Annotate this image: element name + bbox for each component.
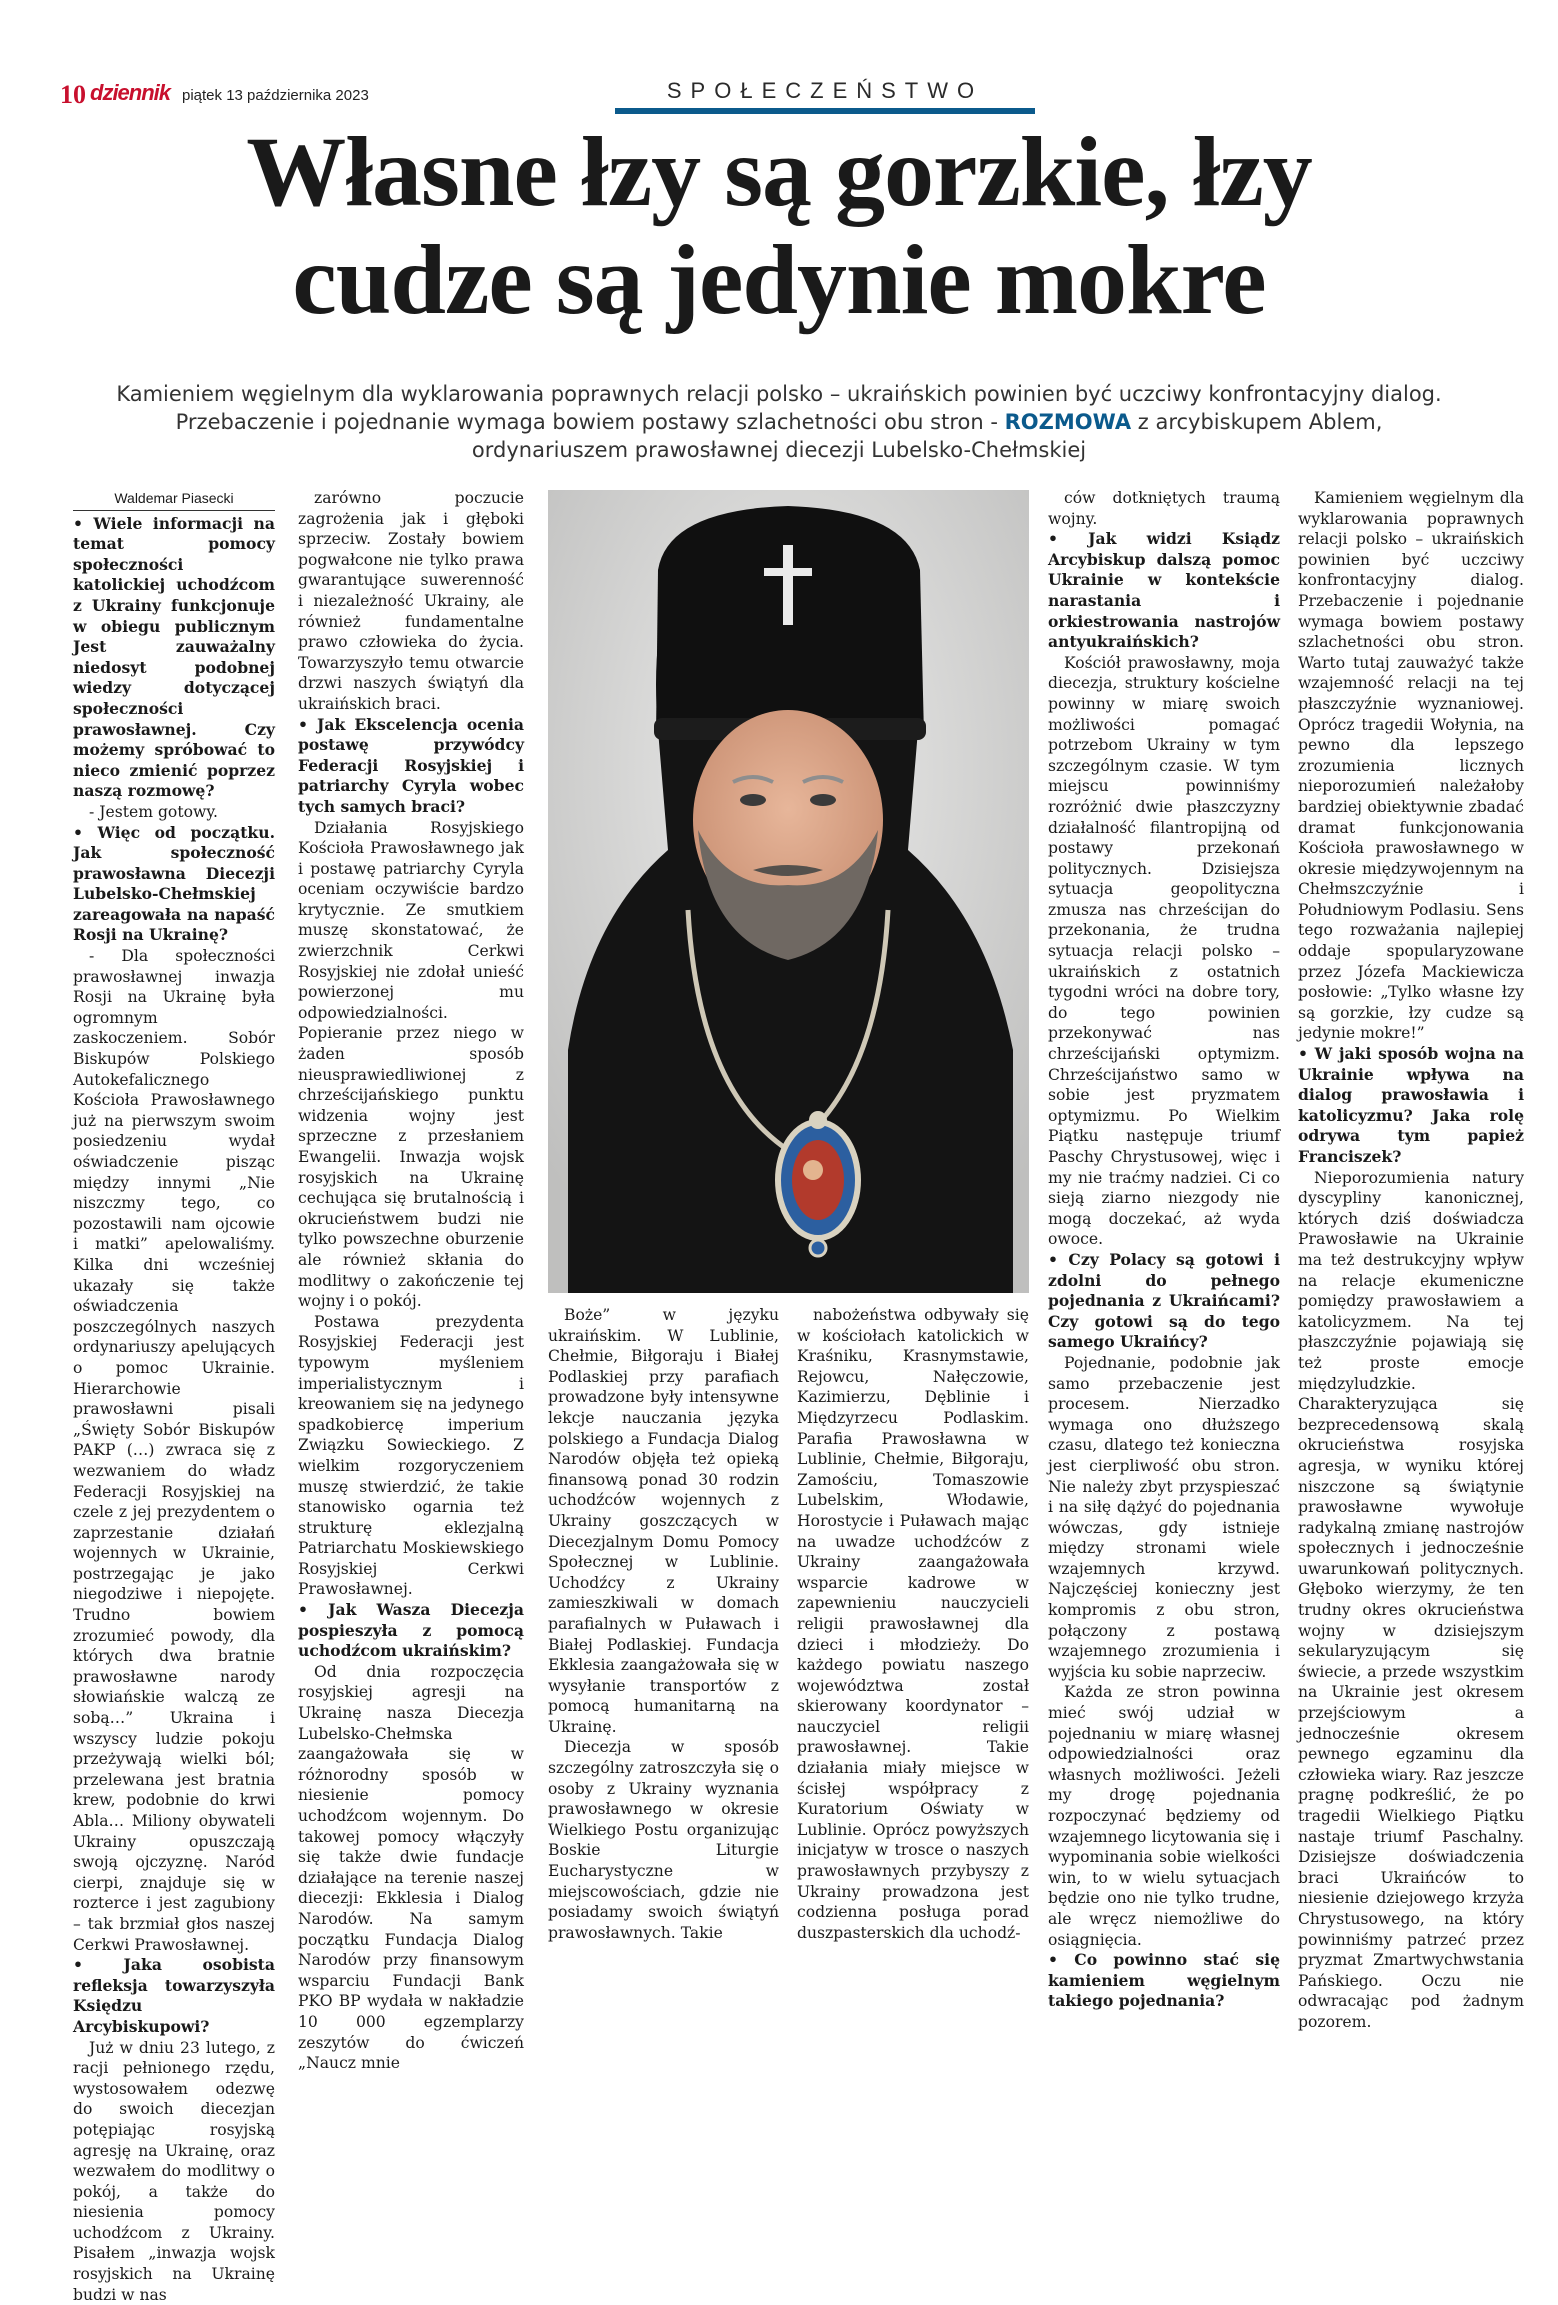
newspaper-logo: dziennik xyxy=(90,80,171,105)
page-number: 10 xyxy=(60,80,86,109)
text-column-1 xyxy=(73,488,275,2305)
article-headline xyxy=(40,118,1518,334)
interview-answer: Działania Rosyjskiego Kościoła Prawosławnego jak i postawę patriarchy Cyryla oceniam oczywiście bardzo krytycznie. Ze smutkiem muszę skonstatować, że zwierzchnik Cerkwi Rosyjskiej nie zdołał unieść powierzonej mu odpowiedzialności. Popieranie przez niego w żaden sposób nieusprawiedliwionej z chrześcijańskiego punktu widzenia wojny jest sprzeczne z przesłaniem Ewangelii. Inwazja wojsk rosyjskich na Ukrainę cechująca się brutalnością i okrucieństwem budzi nie tylko powszechne oburzenie ale również skłania do modlitwy o zakończenie tej wojny i o pokój. xyxy=(298,818,524,1311)
interview-question: • Jak widzi Ksiądz Arcybiskup dalszą pomoc Ukrainie w kontekście narastania i orkiestrowania nastrojów antyukraińskich? xyxy=(1048,529,1280,652)
text-column-2 xyxy=(298,488,524,2074)
interview-answer: Postawa prezydenta Rosyjskiej Federacji jest typowym myśleniem imperialistycznym i kreowaniem się na jedynego spadkobiercę imperium Związku Sowieckiego. Z wielkim rozgoryczeniem muszę stwierdzić, że takie stanowisko ogarnia też strukturę eklezjalną Patriarchatu Moskiewskiego Rosyjskiej Cerkwi Prawosławnej. xyxy=(298,1312,524,1599)
interview-answer: Kościół prawosławny, moja diecezja, struktury kościelne powinny w miarę swoich możliwości pomagać potrzebom Ukrainy w tym szczególnym czasie. W tym miejscu powinniśmy rozróżnić dwie płaszczyzny działalność filantropijną od postawy przekonań politycznych. Dzisiejsza sytuacja geopolityczna zmusza nas chrześcijan do przekonania, że trudna sytuacja relacji polsko – ukraińskich z ostatnich tygodni wróci na dobre tory, do tego powinien przekonywać nas chrześcijański optymizm. Chrześcijaństwo samo w sobie jest pryzmatem optymizmu. Po Wielkim Piątku następuje triumf Paschy Chrystusowej, więc i my nie traćmy nadziei. Ci co sieją ziarno niezgody nie mogą doczekać, aż wyda owoce. xyxy=(1048,653,1280,1249)
interview-question: • Czy Polacy są gotowi i zdolni do pełnego pojednania z Ukraińcami? Czy gotowi są do tego samego Ukraińcy? xyxy=(1048,1249,1280,1352)
archbishop-portrait xyxy=(548,490,1029,1293)
interview-answer: Diecezja w sposób szczególny zatroszczyła się o osoby z Ukrainy wyznania prawosławnego w okresie Wielkiego Postu organizując Boskie Liturgie Eucharystyczne w miejscowościach, gdzie nie posiadamy swoich świątyń prawosławnych. Takie xyxy=(548,1738,779,1942)
interview-question: • Więc od początku. Jak społeczność prawosławna Diecezji Lubelsko-Chełmskiej zareagowała na napaść Rosji na Ukrainę? xyxy=(73,822,275,945)
interview-answer: Nieporozumienia natury dyscypliny kanonicznej, których dziś doświadcza Prawosławie na Ukrainie ma też destrukcyjny wpływ na relacje ekumeniczne pomiędzy prawosławiem a katolicyzmem. Na tej płaszczyźnie pojawiają się też proste emocje międzyludzkie. Charakteryzująca się bezprecedensową skalą okrucieństwa rosyjska agresja, w wyniku której niszczone są świątynie prawosławne wywołuje radykalną zmianę nastrojów społecznych i jednocześnie uwarunkowań politycznych. Głęboko wierzymy, że ten trudny okres okrucieństwa wojny w dzisiejszym sekularyzującym się świecie, a przede wszystkim na Ukrainie jest okresem przejściowym a jednocześnie okresem pewnego egzaminu dla człowieka wiary. Raz jeszcze pragnę podkreślić, że po tragedii Wielkiego Piątku nastaje triumf Paschalny. Dzisiejsze doświadczenia braci Ukraińców to niesienie dziejowego krzyża Chrystusowego, na który powinniśmy patrzeć przez pryzmat Zmartwychwstania Pańskiego. Oczu nie odwracając pod żadnym pozorem. xyxy=(1298,1168,1524,2031)
interview-answer: nabożeństwa odbywały się w kościołach katolickich w Kraśniku, Krasnymstawie, Rejowcu, Nałęczowie, Kazimierzu, Dęblinie i Międzyrzecu Podlaskim. Parafia Prawosławna w Lublinie, Chełmie, Biłgoraju, Zamościu, Tomaszowie Lubelskim, Włodawie, Horostycie i Puławach mając na uwadze uchodźców z Ukrainy zaangażowała wsparcie kadrowe w zapewnieniu nauczycieli religii prawosławnej dla dzieci i młodzieży. Do każdego powiatu naszego województwa został skierowany koordynator – nauczyciel religii prawosławnej. Takie działania miały miejsce w ścisłej współpracy z Kuratorium Oświaty w Lublinie. Oprócz powyższych inicjatyw w trosce o naszych prawosławnych przybyszy z Ukrainy prowadzona jest codzienna posługa porad duszpasterskich dla uchodź- xyxy=(797,1306,1029,1942)
author-byline: Waldemar Piasecki xyxy=(73,488,275,511)
interview-question: • Jak Ekscelencja ocenia postawę przywódcy Federacji Rosyjskiej i patriarchy Cyryla wobec tych samych braci? xyxy=(298,714,524,816)
section-underline xyxy=(615,108,1035,114)
interview-answer: Boże” w języku ukraińskim. W Lublinie, Chełmie, Biłgoraju i Białej Podlaskiej przy parafiach prowadzone były intensywne lekcje nauczania języka polskiego a Fundacja Dialog Narodów objęła też opieką finansową ponad 30 rodzin uchodźców wojennych z Ukrainy goszczących w Diecezjalnym Domu Pomocy Społecznej w Lublinie. Uchodźcy z Ukrainy zamieszkiwali w domach parafialnych w Puławach i Białej Podlaskiej. Fundacja Ekklesia zaangażowała się w wysyłanie transportów z pomocą humanitarną na Ukrainę. xyxy=(548,1306,779,1736)
interview-answer: Już w dniu 23 lutego, z racji pełnionego rzędu, wystosowałem odezwę do swoich diecezjan potępiając rosyjską agresję na Ukrainę, oraz wezwałem do modlitwy o pokój, a także do niesienia pomocy uchodźcom z Ukrainy. Pisałem „inwazja wojsk rosyjskich na Ukrainę budzi w nas xyxy=(73,2038,275,2304)
issue-date: piątek 13 października 2023 xyxy=(182,87,369,104)
portrait-icon xyxy=(548,490,1029,1293)
text-column-4 xyxy=(797,1305,1029,1943)
interview-answer: Kamieniem węgielnym dla wyklarowania poprawnych relacji polsko – ukraińskich powinien być uczciwy konfrontacyjny dialog. Przebaczenie i pojednanie wymaga bowiem postawy szlachetności obu stron. Warto tutaj zauważyć także wzajemność relacji na tej płaszczyźnie wyznaniowej. Oprócz tragedii Wołynia, na pewno dla lepszego zrozumienia licznych nieporozumień należałoby bardziej obiektywnie zbadać dramat funkcjonowania Kościoła prawosławnego w okresie międzywojennym na Chełmszczyźnie i Południowym Podlasiu. Sens tego rozważania najlepiej oddaje spopularyzowane przez Józefa Mackiewicza posłowie: „Tylko własne łzy są gorzkie, łzy cudze są jedynie mokre!” xyxy=(1298,489,1524,1043)
interview-question: • Wiele informacji na temat pomocy społeczności katolickiej uchodźcom z Ukrainy funkcjonuje w obiegu publicznym Jest zauważalny niedosyt podobnej wiedzy dotyczącej społeczności prawosławnej. Czy możemy spróbować to nieco zmienić poprzez naszą rozmowę? xyxy=(73,513,275,801)
lead-line-2-start: Przebaczenie i pojednanie wymaga bowiem postawy szlachetności obu stron - xyxy=(175,410,998,434)
headline-line-2: cudze są jedynie mokre xyxy=(292,224,1266,335)
interview-question: • Jak Wasza Diecezja pospieszyła z pomocą uchodźcom ukraińskim? xyxy=(298,1600,524,1661)
interview-question: • W jaki sposób wojna na Ukrainie wpływa na dialog prawosławia i katolicyzmu? Jaka rolę odrywa tym papież Franciszek? xyxy=(1298,1044,1524,1166)
interview-answer: Od dnia rozpoczęcia rosyjskiej agresji na Ukrainę nasza Diecezja Lubelsko-Chełmska zaangażowała się w różnorodny sposób w niesienie pomocy uchodźcom wojennym. Do takowej pomocy włączyły się także dwie fundacje działające na terenie naszej diecezji: Ekklesia i Dialog Narodów. Na samym początku Fundacja Dialog Narodów przy finansowym wsparciu Fundacji Bank PKO BP wydała w nakładzie 10 000 egzemplarzy zeszytów do ćwiczeń „Naucz mnie xyxy=(298,1662,524,2073)
interview-answer: Każda ze stron powinna mieć swój udział w pojednaniu w miarę własnej odpowiedzialności oraz własnych możliwości. Jeżeli my drogę pojednania rozpoczynać będziemy od wzajemnego licytowania się i wypominania sobie wielkości win, to w wielu sytuacjach będzie ono nie tylko trudne, ale wręcz niemożliwe do osiągnięcia. xyxy=(1048,1683,1280,1949)
interview-answer: Pojednanie, podobnie jak samo przebaczenie jest procesem. Nierzadko wymaga ono dłuższego czasu, dlatego też konieczna jest cierpliwość obu stron. Nie należy zbyt przyspieszać i na siłę dążyć do pojednania wówczas, gdy istnieje między stronami wiele wzajemnych krzywd. Najczęściej konieczny jest kompromis z obu stron, połączony z postawą wzajemnego zrozumienia i wyjścia ku sobie naprzeciw. xyxy=(1048,1353,1280,1681)
text-column-5 xyxy=(1048,488,1280,2012)
interview-answer: zarówno poczucie zagrożenia jak i głęboki sprzeciw. Zostały bowiem pogwałcone nie tylko prawa gwarantujące suwerenność i niezależność Ukrainy, ale również fundamentalne prawo człowieka do życia. Towarzyszyło temu otwarcie drzwi naszych świątyń dla ukraińskich braci. xyxy=(298,489,524,713)
section-label: SPOŁECZEŃSTWO xyxy=(666,78,984,103)
lead-highlight: ROZMOWA xyxy=(1004,410,1132,434)
interview-question: • Jaka osobista refleksja towarzyszyła Księdzu Arcybiskupowi? xyxy=(73,1955,275,2036)
text-column-6 xyxy=(1298,488,1524,2033)
interview-answer: ców dotkniętych traumą wojny. xyxy=(1048,489,1280,528)
lead-line-3: ordynariuszem prawosławnej diecezji Lubelsko-Chełmskiej xyxy=(471,438,1087,462)
interview-answer: - Jestem gotowy. xyxy=(89,802,219,821)
lead-line-2-end: z arcybiskupem Ablem, xyxy=(1137,410,1383,434)
article-lead xyxy=(40,380,1518,464)
headline-line-1: Własne łzy są gorzkie, łzy xyxy=(246,116,1312,227)
lead-line-1: Kamieniem węgielnym dla wyklarowania poprawnych relacji polsko – ukraińskich powinien być uczciwy konfrontacyjny dialog. xyxy=(116,382,1442,406)
interview-answer: - Dla społeczności prawosławnej inwazja Rosji na Ukrainę była ogromnym zaskoczeniem. Sobór Biskupów Polskiego Autokefalicznego Kościoła Prawosławnego już na pierwszym swoim posiedzeniu wydał oświadczenie pisząc między innymi „Nie niszczmy tego, co pozostawili nam ojcowie i matki” apelowaliśmy. Kilka dni wcześniej ukazały się także oświadczenia poszczególnych naszych ordynariuszy apelujących o pomoc Ukrainie. Hierarchowie prawosławni pisali „Święty Sobór Biskupów PAKP (…) zwraca się z wezwaniem do władz Federacji Rosyjskiej na czele z jej prezydentem o zaprzestanie działań wojennych w Ukrainie, postrzegając je jako niegodziwe i niepojęte. Trudno bowiem zrozumieć powody, dla których dwa bratnie prawosławne narody słowiańskie walczą ze sobą…” Ukraina i wszyscy ludzie pokoju przeżywają wielki ból; przelewana jest bratnia krew, podobnie do krwi Abla… Miliony obywateli Ukrainy opuszczają swoją ojczyznę. Naród cierpi, znajduje się w rozterce i jest zagubiony – tak brzmiał głos naszej Cerkwi Prawosławnej. xyxy=(73,947,275,1954)
text-column-3 xyxy=(548,1305,779,1943)
interview-question: • Co powinno stać się kamieniem węgielnym takiego pojednania? xyxy=(1048,1950,1280,2011)
page-header xyxy=(60,78,1500,118)
